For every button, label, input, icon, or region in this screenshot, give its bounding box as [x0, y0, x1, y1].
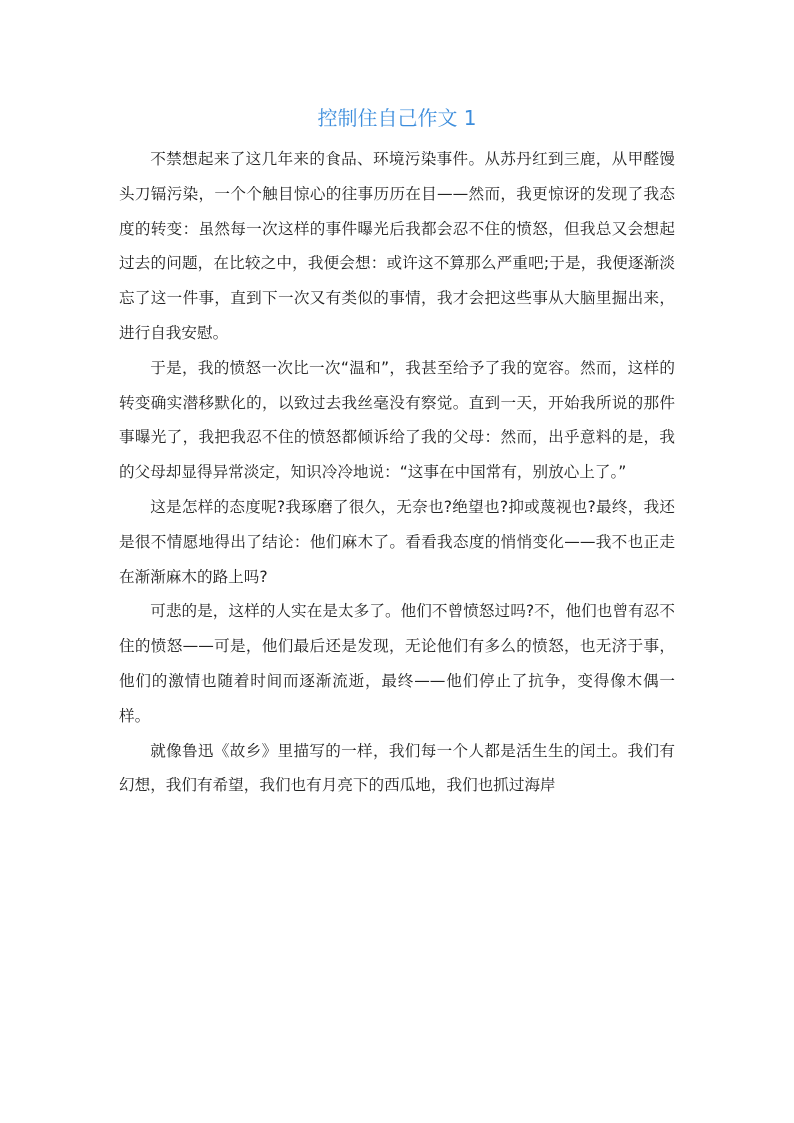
paragraph-5: 就像鲁迅《故乡》里描写的一样，我们每一个人都是活生生的闰土。我们有幻想，我们有希望，我们也有月亮下的西瓜地，我们也抓过海岸: [119, 741, 675, 795]
document-title: 控制住自己作文 1: [317, 106, 477, 130]
paragraph-3: 这是怎样的态度呢?我琢磨了很久，无奈也?绝望也?抑或蔑视也?最终，我还是很不情愿地得出了结论：他们麻木了。看看我态度的悄悄变化——我不也正走在渐渐麻木的路上吗?: [119, 497, 675, 586]
paragraph-1: 不禁想起来了这几年来的食品、环境污染事件。从苏丹红到三鹿，从甲醛馒头刀镉污染，一个个触目惊心的往事历历在目——然而，我更惊讶的发现了我态度的转变：虽然每一次这样的事件曝光后我都会忍不住的愤怒，但我总又会想起过去的问题，在比较之中，我便会想：或许这不算那么严重吧;于是，我便逐渐淡忘了这一件事，直到下一次又有类似的事情，我才会把这些事从大脑里掘出来，进行自我安慰。: [119, 150, 675, 342]
paragraph-2: 于是，我的愤怒一次比一次“温和”，我甚至给予了我的宽容。然而，这样的转变确实潜移默化的，以致过去我丝毫没有察觉。直到一天，开始我所说的那件事曝光了，我把我忍不住的愤怒都倾诉给了我的父母：然而，出乎意料的是，我的父母却显得异常淡定，知识冷冷地说：“这事在中国常有，别放心上了。”: [119, 358, 675, 482]
document-body: [119, 142, 675, 803]
paragraph-4: 可悲的是，这样的人实在是太多了。他们不曾愤怒过吗?不，他们也曾有忍不住的愤怒——可是，他们最后还是发现，无论他们有多么的愤怒，也无济于事，他们的激情也随着时间而逐渐流逝，最终——他们停止了抗争，变得像木偶一样。: [119, 602, 675, 725]
